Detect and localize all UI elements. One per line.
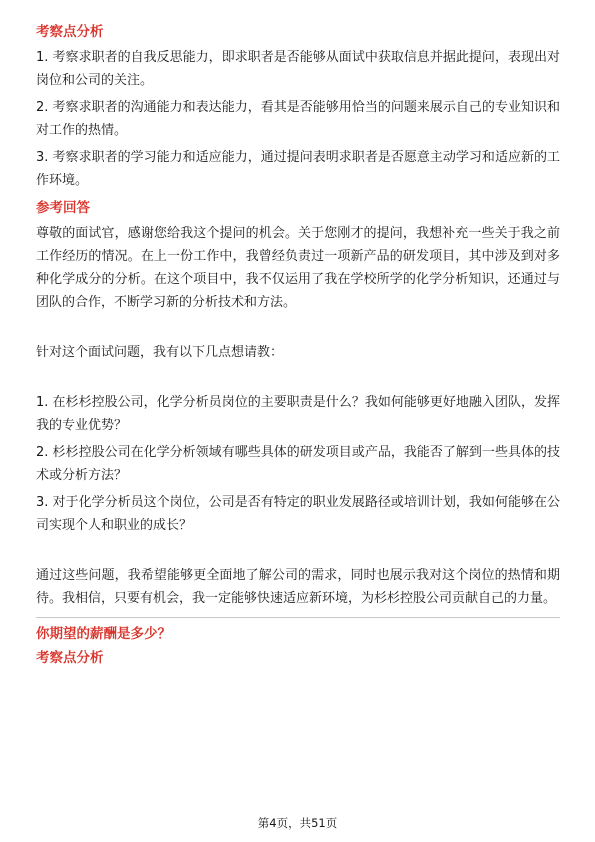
- spacer: [36, 368, 560, 391]
- next-section-heading-analysis: 考察点分析: [36, 650, 104, 666]
- answer-question-1: 1. 在杉杉控股公司，化学分析员岗位的主要职责是什么？我如何能够更好地融入团队，发挥我的专业优势？: [36, 395, 560, 433]
- next-question-title: 你期望的薪酬是多少？: [36, 626, 171, 642]
- section-heading-analysis: 考察点分析: [36, 24, 104, 40]
- answer-question-2: 2. 杉杉控股公司在化学分析领域有哪些具体的研发项目或产品，我能否了解到一些具体的技术或分析方法？: [36, 445, 560, 483]
- section-heading-answer: 参考回答: [36, 200, 90, 216]
- answer-lead: 针对这个面试问题，我有以下几点想请教：: [36, 345, 284, 360]
- answer-closing: 通过这些问题，我希望能够更全面地了解公司的需求，同时也展示我对这个岗位的热情和期待。我相信，只要有机会，我一定能够快速适应新环境，为杉杉控股公司贡献自己的力量。: [36, 568, 560, 606]
- analysis-item-1: 1. 考察求职者的自我反思能力，即求职者是否能够从面试中获取信息并据此提问，表现出对岗位和公司的关注。: [36, 50, 560, 88]
- spacer: [36, 318, 560, 341]
- spacer: [36, 541, 560, 564]
- answer-question-3: 3. 对于化学分析员这个岗位，公司是否有特定的职业发展路径或培训计划，我如何能够在公司实现个人和职业的成长？: [36, 495, 560, 533]
- answer-intro: 尊敬的面试官，感谢您给我这个提问的机会。关于您刚才的提问，我想补充一些关于我之前工作经历的情况。在上一份工作中，我曾经负责过一项新产品的研发项目，其中涉及到对多种化学成分的分析。在这个项目中，我不仅运用了我在学校所学的化学分析知识，还通过与团队的合作，不断学习新的分析技术和方法。: [36, 226, 560, 310]
- section-divider: [36, 617, 560, 618]
- analysis-item-3: 3. 考察求职者的学习能力和适应能力，通过提问表明求职者是否愿意主动学习和适应新的工作环境。: [36, 150, 560, 188]
- document-page: [36, 22, 560, 672]
- page-number: 第4页，共51页: [257, 816, 338, 830]
- analysis-item-2: 2. 考察求职者的沟通能力和表达能力，看其是否能够用恰当的问题来展示自己的专业知识和对工作的热情。: [36, 100, 560, 138]
